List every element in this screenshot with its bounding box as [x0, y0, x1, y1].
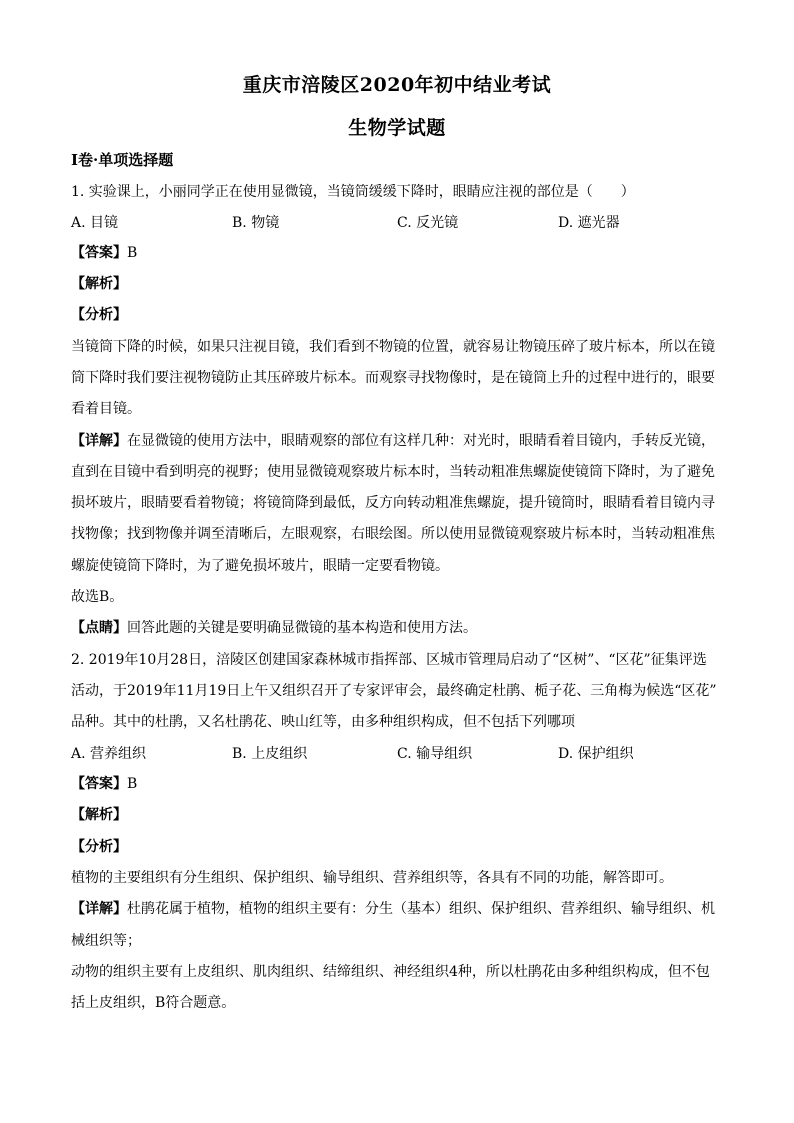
q1-option-c: C. 反光镜 — [397, 215, 459, 231]
q1-answer-tag: 【答案】 — [71, 245, 127, 261]
section-heading: I卷·单项选择题 — [71, 151, 174, 169]
q1-dianjing: 【点睛】回答此题的关键是要明确显微镜的基本构造和使用方法。 — [71, 620, 477, 636]
q1-stem: 1. 实验课上，小丽同学正在使用显微镜，当镜筒缓缓下降时，眼睛应注视的部位是（ ） — [71, 184, 635, 200]
q1-xiangjie-tag: 【详解】 — [71, 433, 127, 449]
q1-fenxi-line: 看着目镜。 — [71, 401, 141, 417]
q2-stem-line: 品种。其中的杜鹃，又名杜鹃花、映山红等，由多种组织构成，但不包括下列哪项 — [71, 714, 575, 730]
q1-xiangjie-line: 找物像；找到物像并调至清晰后，左眼观察，右眼绘图。所以使用显微镜观察玻片标本时，当转动粗准焦 — [71, 526, 715, 542]
q1-xiangjie-line: 螺旋使镜筒下降时，为了避免损坏玻片，眼睛一定要看物镜。 — [71, 558, 449, 574]
q1-option-b: B. 物镜 — [232, 215, 280, 231]
q2-option-a: A. 营养组织 — [71, 746, 147, 762]
q1-fenxi-line: 筒下降时我们要注视物镜防止其压碎玻片标本。而观察寻找物像时，是在镜筒上升的过程中进行的，眼要 — [71, 370, 715, 386]
q1-xiangjie-line: 损坏玻片，眼睛要看着物镜；将镜筒降到最低，反方向转动粗准焦螺旋，提升镜筒时，眼睛看着目镜内寻 — [71, 495, 715, 511]
q2-xiangjie-line: 【详解】杜鹃花属于植物，植物的组织主要有：分生（基本）组织、保护组织、营养组织、输导组织、机 — [71, 901, 715, 917]
q1-xiangjie-line: 【详解】在显微镜的使用方法中，眼睛观察的部位有这样几种：对光时，眼睛看着目镜内，手转反光镜， — [71, 433, 715, 449]
q1-conclusion: 故选B。 — [71, 589, 124, 605]
q1-option-d: D. 遮光器 — [558, 215, 620, 231]
q2-fenxi-tag: 【分析】 — [71, 839, 127, 855]
q1-dianjing-tag: 【点睛】 — [71, 620, 127, 636]
q2-analysis-tag: 【解析】 — [71, 807, 127, 823]
exam-title: 重庆市涪陵区2020年初中结业考试 — [242, 74, 552, 96]
q2-xiangjie-line: 动物的组织主要有上皮组织、肌肉组织、结缔组织、神经组织4种，所以杜鹃花由多种组织构成，但不包 — [71, 964, 710, 980]
q1-option-a: A. 目镜 — [71, 215, 119, 231]
q1-answer-value: B — [127, 245, 138, 261]
q2-xiangjie-tag: 【详解】 — [71, 901, 127, 917]
q2-xiangjie-line: 械组织等； — [71, 933, 141, 949]
q1-analysis-tag: 【解析】 — [71, 276, 127, 292]
q2-stem-line: 2. 2019年10月28日，涪陵区创建国家森林城市指挥部、区城市管理局启动了“区树”、“区花”征集评选 — [71, 652, 707, 668]
q2-option-c: C. 输导组织 — [397, 746, 473, 762]
q2-option-d: D. 保护组织 — [558, 746, 634, 762]
q2-answer — [71, 774, 726, 794]
exam-subtitle: 生物学试题 — [348, 117, 446, 139]
q1-fenxi-line: 当镜筒下降的时候，如果只注视目镜，我们看到不物镜的位置，就容易让物镜压碎了玻片标本，所以在镜 — [71, 339, 715, 355]
q2-fenxi: 植物的主要组织有分生组织、保护组织、输导组织、营养组织等，各具有不同的功能，解答即可。 — [71, 870, 673, 886]
q1-xiangjie-line: 直到在目镜中看到明亮的视野；使用显微镜观察玻片标本时，当转动粗准焦螺旋使镜筒下降时，为了避免 — [71, 464, 715, 480]
q2-stem-line: 活动，于2019年11月19日上午又组织召开了专家评审会，最终确定杜鹃、栀子花、三角梅为候选“区花” — [71, 683, 717, 699]
q2-xiangjie-line: 括上皮组织，B符合题意。 — [71, 995, 236, 1011]
q2-answer-value: B — [127, 776, 138, 792]
q1-options — [71, 212, 726, 232]
q1-fenxi-tag: 【分析】 — [71, 307, 127, 323]
q2-option-b: B. 上皮组织 — [232, 746, 308, 762]
q1-answer — [71, 243, 726, 263]
q2-answer-tag: 【答案】 — [71, 776, 127, 792]
q2-options — [71, 743, 726, 763]
